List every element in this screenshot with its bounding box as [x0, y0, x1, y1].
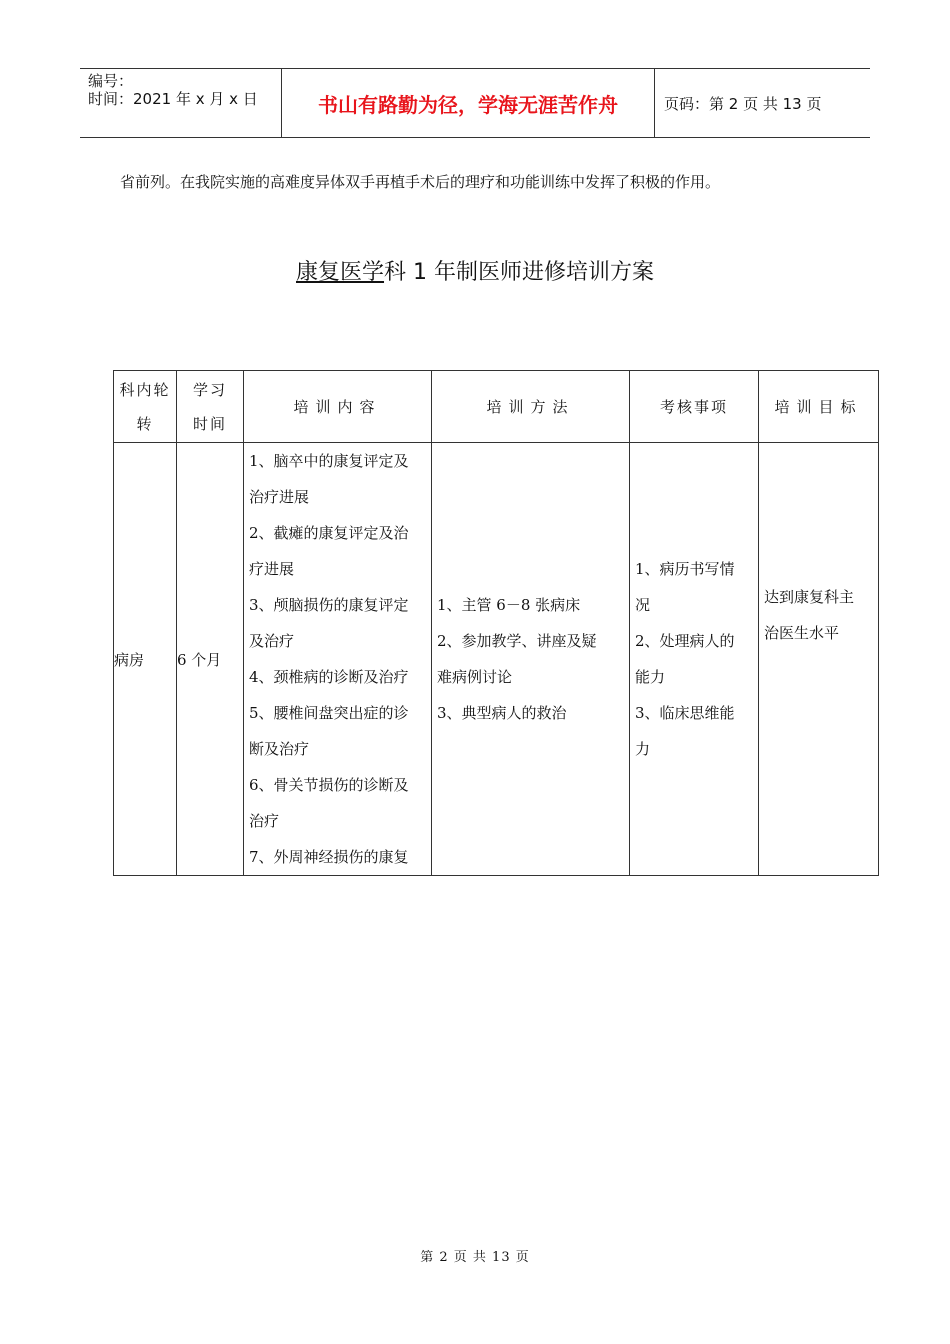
intro-paragraph: 省前列。在我院实施的高难度异体双手再植手术后的理疗和功能训练中发挥了积极的作用。 [120, 173, 721, 191]
content-line: 4、颈椎病的诊断及治疗 [249, 668, 409, 686]
header-study-time-line1: 学习 [192, 380, 227, 399]
method-line: 3、典型病人的救治 [437, 704, 567, 722]
content-line: 治疗进展 [249, 488, 310, 506]
table-row [114, 443, 879, 876]
cell-rotation: 病房 [114, 443, 177, 876]
header-motto: 书山有路勤为径，学海无涯苦作舟 [281, 69, 655, 137]
goal-line: 治医生水平 [764, 624, 840, 642]
assessment-line: 3、临床思维能 [635, 704, 735, 722]
header-assessment: 考核事项 [630, 371, 759, 443]
content-line: 治疗 [249, 812, 280, 830]
content-line: 疗进展 [249, 560, 295, 578]
header-study-time [177, 371, 244, 443]
method-line: 难病例讨论 [437, 668, 513, 686]
assessment-line: 能力 [635, 668, 666, 686]
cell-method [432, 443, 630, 876]
page-header [80, 68, 870, 138]
title-underlined-part: 康复医学 [296, 260, 385, 285]
cell-content [244, 443, 432, 876]
header-meta [80, 69, 281, 137]
assessment-line: 2、处理病人的 [635, 632, 735, 650]
content-line: 1、脑卒中的康复评定及 [249, 452, 409, 470]
content-line: 5、腰椎间盘突出症的诊 [249, 704, 409, 722]
cell-goal [759, 443, 879, 876]
goal-line: 达到康复科主 [764, 588, 855, 606]
header-study-time-line2: 时间 [192, 414, 227, 433]
table-header-row [114, 371, 879, 443]
document-title [0, 255, 950, 286]
header-method: 培训方法 [432, 371, 630, 443]
assessment-line: 力 [635, 740, 651, 758]
content-line: 6、骨关节损伤的诊断及 [249, 776, 409, 794]
header-goal: 培训目标 [759, 371, 879, 443]
header-rotation [114, 371, 177, 443]
content-line: 及治疗 [249, 632, 295, 650]
method-line: 2、参加教学、讲座及疑 [437, 632, 597, 650]
document-date: 时间：2021 年 x 月 x 日 [88, 90, 258, 108]
header-content: 培训内容 [244, 371, 432, 443]
page-footer: 第 2 页 共 13 页 [420, 1250, 530, 1265]
assessment-line: 况 [635, 596, 651, 614]
training-plan-table [113, 370, 879, 876]
content-line: 3、颅脑损伤的康复评定 [249, 596, 409, 614]
title-rest: 科 1 年制医师进修培训方案 [384, 260, 654, 285]
header-page-info: 页码：第 2 页 共 13 页 [664, 94, 822, 113]
assessment-line: 1、病历书写情 [635, 560, 735, 578]
header-rotation-line1: 科内轮 [119, 380, 171, 399]
cell-assessment [630, 443, 759, 876]
cell-study-time: 6 个月 [177, 443, 244, 876]
content-line: 断及治疗 [249, 740, 310, 758]
header-rotation-line2: 转 [136, 414, 154, 433]
content-line: 7、外周神经损伤的康复 [249, 848, 409, 866]
method-line: 1、主管 6－8 张病床 [437, 596, 581, 614]
content-line: 2、截瘫的康复评定及治 [249, 524, 409, 542]
document-number-label: 编号： [88, 72, 134, 90]
